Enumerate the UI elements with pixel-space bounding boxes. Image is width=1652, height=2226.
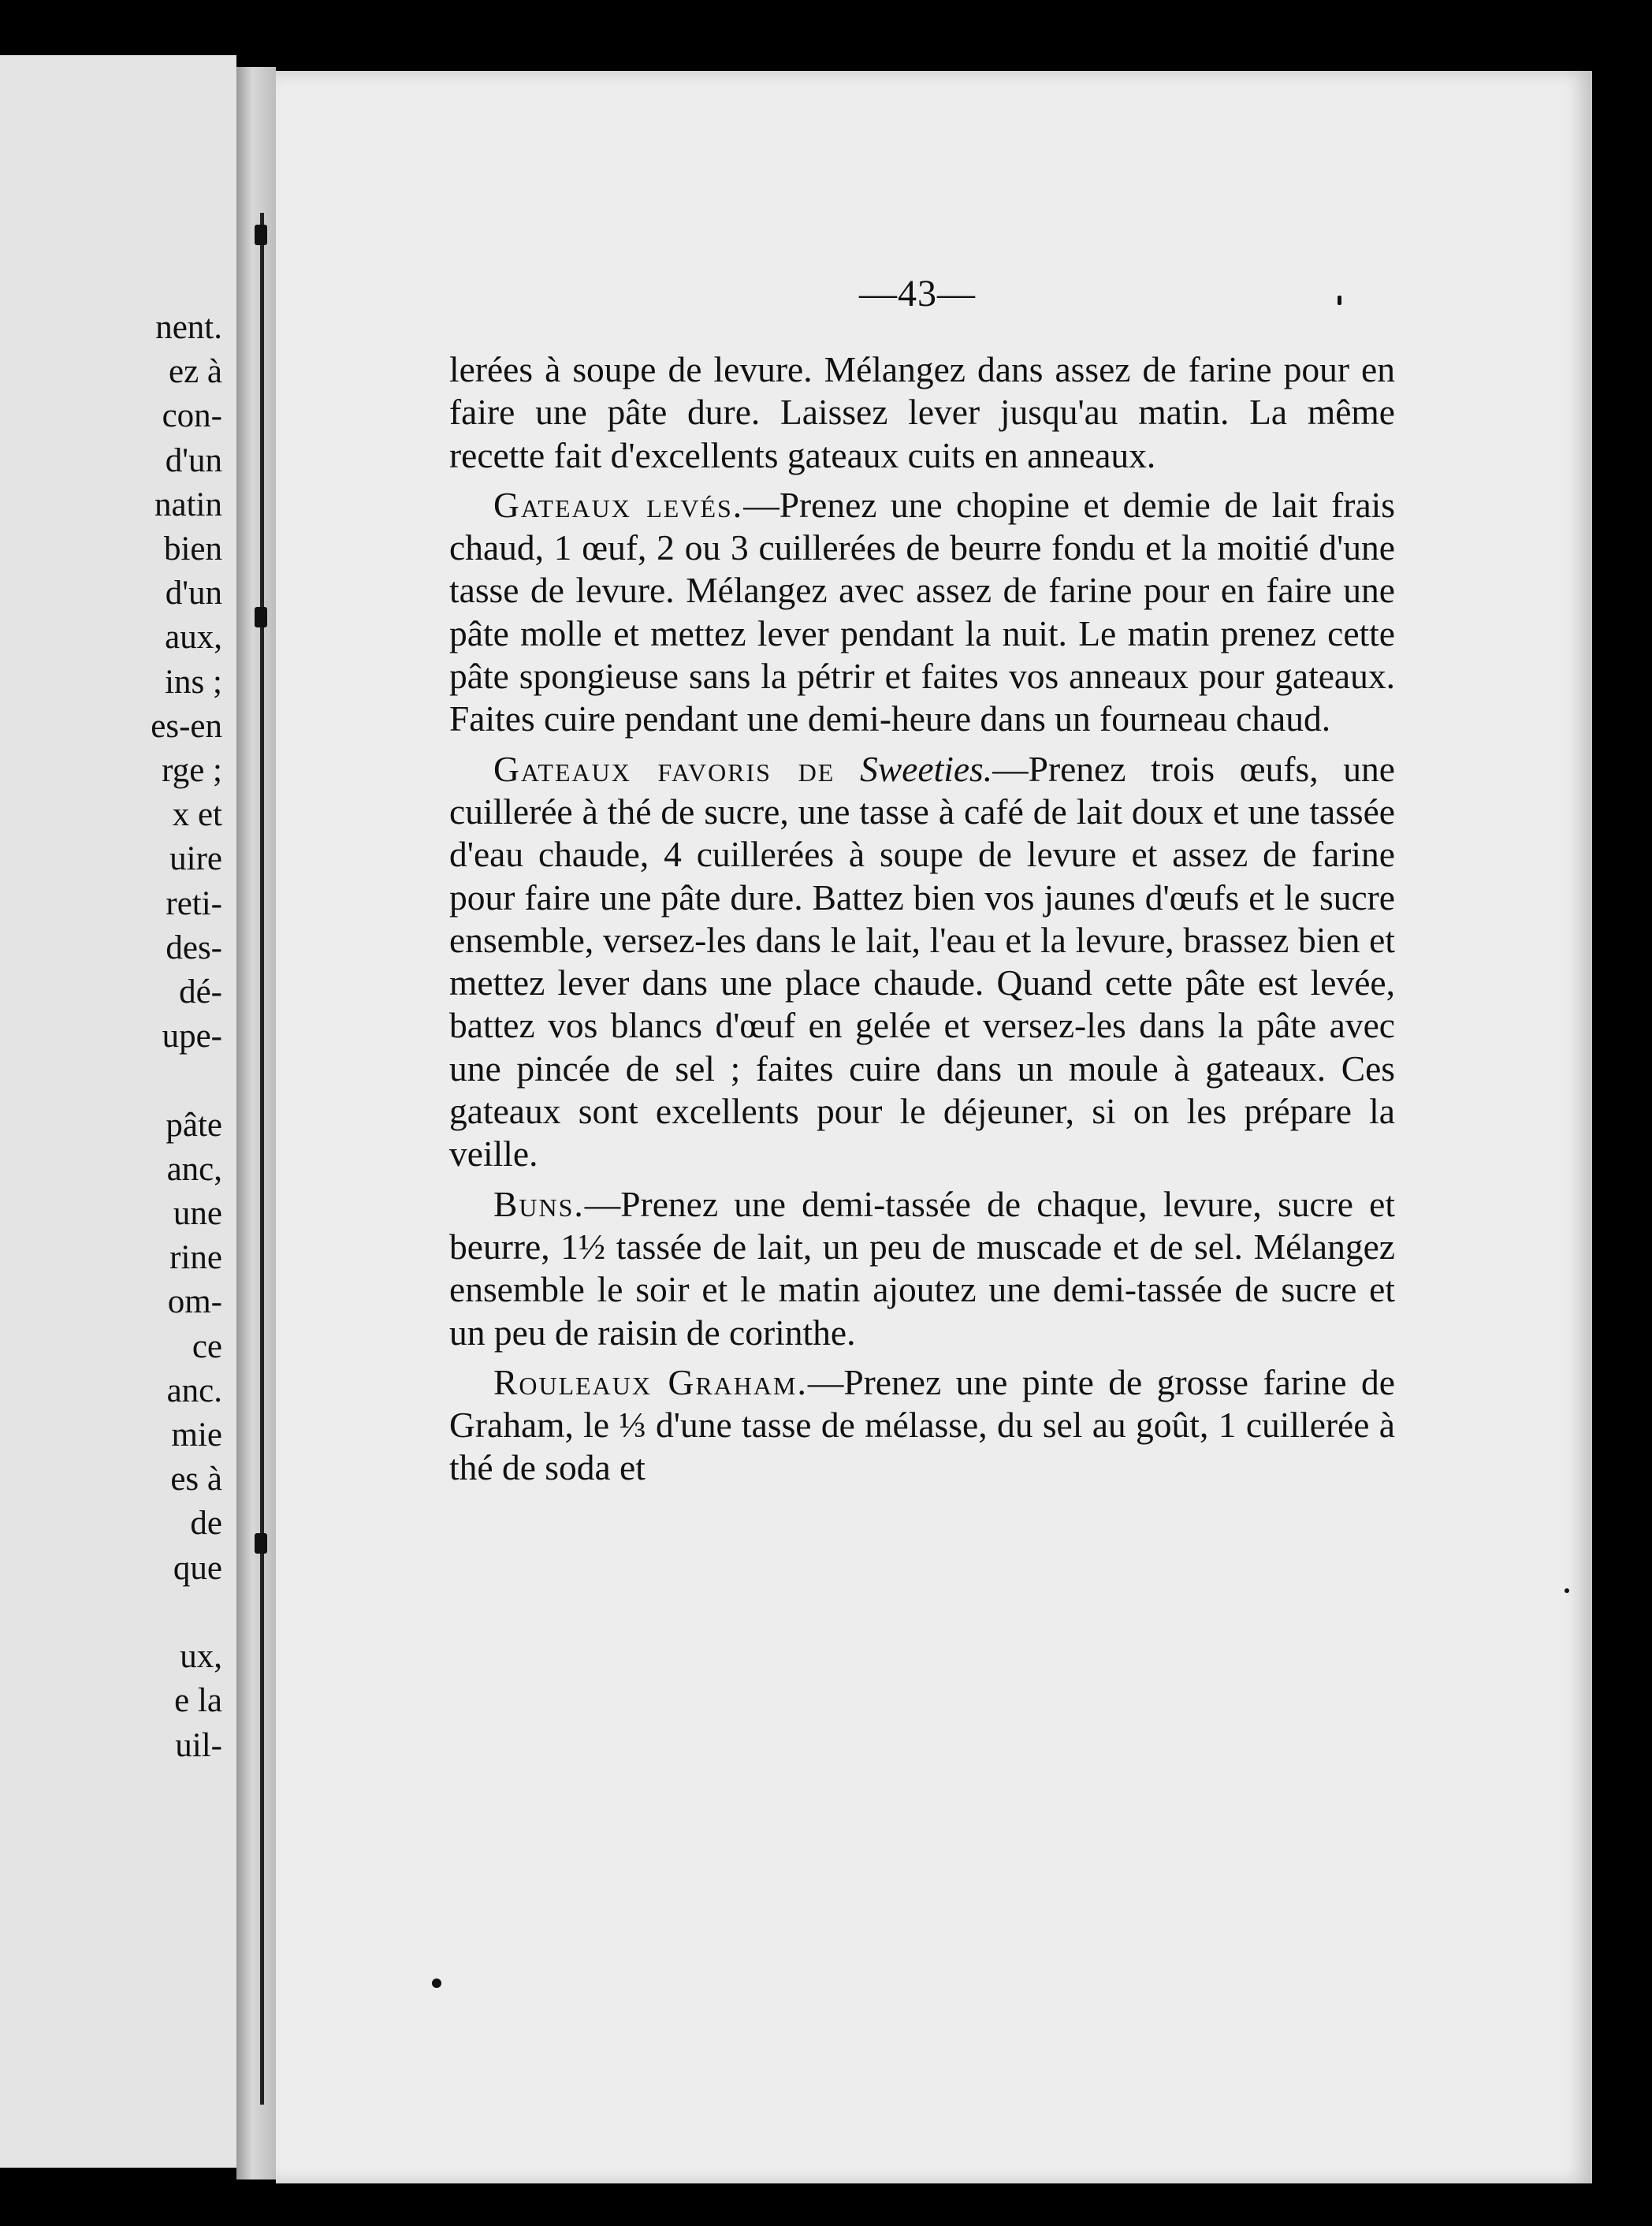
ink-speck: [432, 1978, 441, 1988]
recipe-title-italic: Sweeties.: [860, 748, 993, 789]
continuation-paragraph: lerées à soupe de levure. Mélangez dans assez de farine pour en faire une pâte dure. Laissez lever jusqu'au matin. La même recette fait d'excellents gateaux cuits en anneaux.: [449, 349, 1395, 475]
binding-thread: [260, 213, 264, 2105]
book-gutter: [236, 67, 276, 2179]
left-fragment: rge ;: [162, 752, 222, 790]
left-fragment: des-: [166, 929, 222, 966]
recipe-title: Buns.: [493, 1183, 585, 1224]
binding-stitch: [255, 607, 267, 627]
left-fragment: ins ;: [165, 663, 222, 701]
left-fragment: bien: [163, 530, 222, 568]
left-fragment: rine: [169, 1239, 222, 1277]
left-fragment: upe-: [162, 1018, 222, 1055]
scan-frame-right: [1585, 0, 1652, 2226]
left-fragment: d'un: [165, 441, 222, 479]
binding-stitch: [255, 225, 267, 245]
recipe-text: —Prenez une demi-tassée de chaque, levure, sucre et beurre, 1½ tassée de lait, un peu de muscade et de sel. Mélangez ensemble le soir et le matin ajoutez une demi-tassée de sucre et un peu de raisin de corinthe.: [449, 1183, 1395, 1353]
left-fragment: anc,: [166, 1150, 222, 1188]
ink-speck: [1338, 296, 1341, 305]
recipe-title: Rouleaux Graham.: [493, 1361, 808, 1402]
left-fragment: anc.: [166, 1372, 222, 1409]
left-fragment: [151, 1591, 222, 1635]
recipe-buns: [449, 1183, 1395, 1354]
left-fragment: mie: [171, 1416, 222, 1454]
left-fragment: om-: [167, 1283, 222, 1321]
recipe-text: —Prenez une pinte de grosse farine de Graham, le ⅓ d'une tasse de mélasse, du sel au goût, 1 cuillerée à thé de soda et: [449, 1361, 1395, 1488]
recipe-text: —Prenez une chopine et demie de lait frais chaud, 1 œuf, 2 ou 3 cuillerées de beurre fondu et la moitié d'une tasse de levure. Mélangez avec assez de farine pour en faire une pâte molle et mettez lever pendant la nuit. Le matin prenez cette pâte spongieuse sans la pétrir et faites vos anneaux pour gateaux. Faites cuire pendant une demi-heure dans un fourneau chaud.: [449, 484, 1395, 739]
page-body: [449, 348, 1395, 1490]
left-fragment: es à: [170, 1461, 222, 1498]
left-fragment: que: [173, 1549, 222, 1587]
left-fragment: une: [173, 1195, 222, 1233]
left-fragment: uire: [169, 840, 222, 878]
left-fragment: ux,: [180, 1638, 222, 1676]
left-fragment: uil-: [175, 1726, 222, 1764]
left-fragment: aux,: [165, 619, 222, 657]
recipe-title: Gateaux levés.: [493, 484, 744, 525]
left-fragment: natin: [154, 486, 222, 523]
left-fragment: e la: [174, 1682, 222, 1720]
left-fragment: con-: [162, 397, 222, 435]
recipe-rouleaux-graham: [449, 1361, 1395, 1490]
left-fragment: dé-: [179, 973, 222, 1011]
recipe-gateaux-favoris: [449, 748, 1395, 1176]
left-fragment: reti-: [166, 884, 222, 922]
left-fragment: [151, 1059, 222, 1103]
left-fragment: de: [190, 1505, 222, 1543]
left-page: [0, 55, 236, 2168]
left-fragment: x et: [172, 796, 222, 834]
scan-frame-top: [0, 0, 1652, 75]
recipe-title: Gateaux favoris de: [493, 748, 835, 789]
left-page-text-fragments: [151, 306, 222, 1768]
left-fragment: ez à: [168, 353, 222, 391]
recipe-text: —Prenez trois œufs, une cuillerée à thé de sucre, une tasse à café de lait doux et une tassée d'eau chaude, 4 cuillerées à soupe de levure et assez de farine pour faire une pâte dure. Battez bien vos jaunes d'œufs et le sucre ensemble, versez-les dans le lait, l'eau et la levure, brassez bien et mettez lever dans une place chaude. Quand cette pâte est levée, battez vos blancs d'œuf en gelée et versez-les dans la pâte avec une pincée de sel ; faites cuire dans un moule à gateaux. Ces gateaux sont excellents pour le déjeuner, si on les prépare la veille.: [449, 748, 1396, 1174]
left-fragment: d'un: [165, 575, 222, 612]
left-fragment: es-en: [151, 707, 222, 745]
left-fragment: pâte: [166, 1106, 222, 1144]
binding-stitch: [255, 1533, 267, 1554]
recipe-gateaux-leves: [449, 484, 1395, 741]
ink-speck: [1565, 1588, 1569, 1593]
left-fragment: nent.: [155, 309, 222, 346]
page-number: —43—: [859, 273, 976, 315]
left-fragment: ce: [192, 1327, 222, 1365]
